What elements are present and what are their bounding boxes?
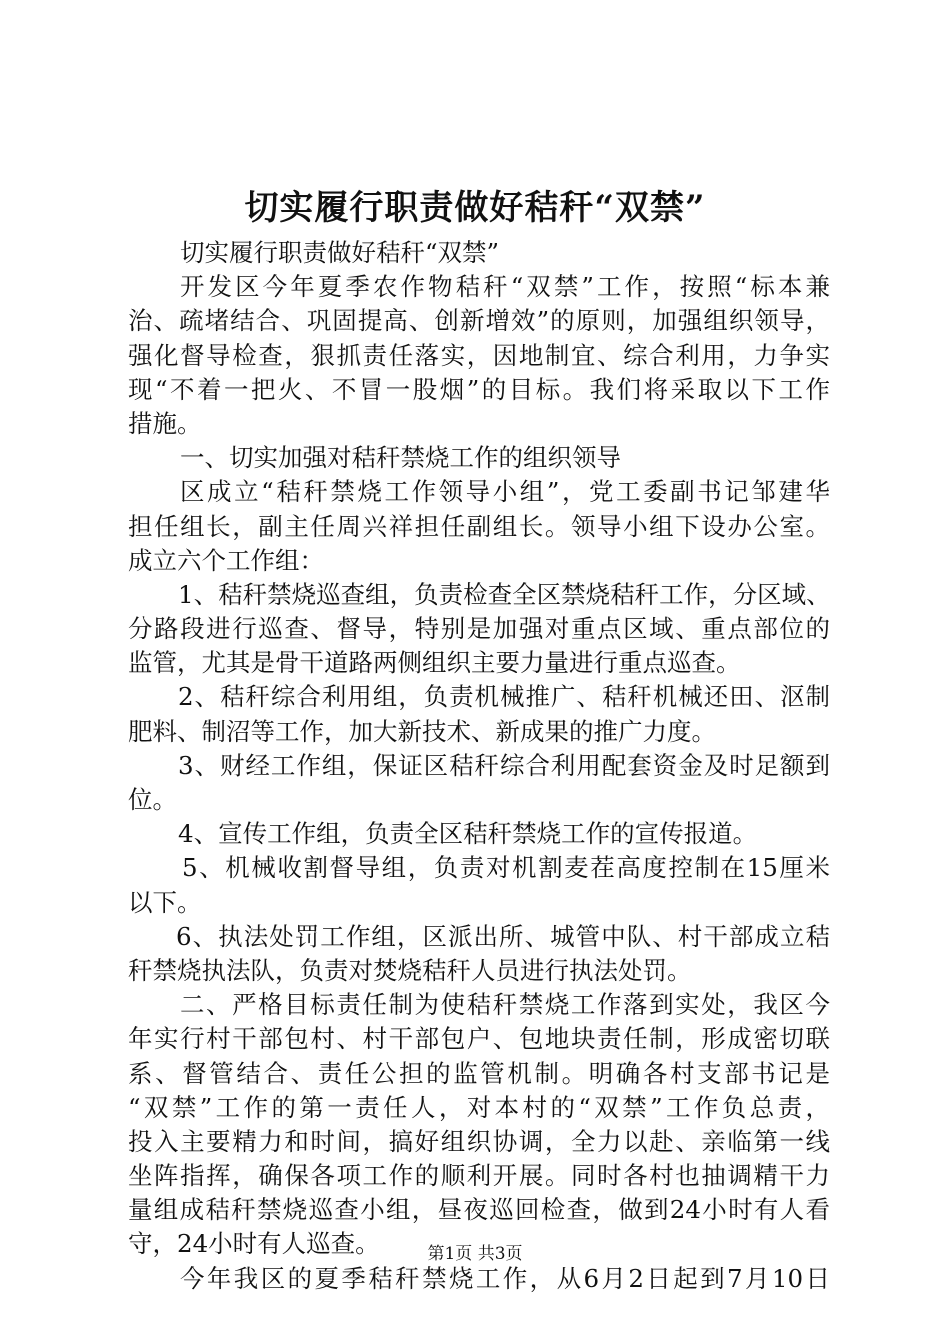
paragraph-line: 系、督管结合、责任公担的监管机制。明确各村支部书记是 (128, 1058, 830, 1088)
paragraph-line: 量组成秸秆禁烧巡查小组，昼夜巡回检查，做到24小时有人看 (128, 1195, 830, 1225)
list-item-line: 监管，尤其是骨干道路两侧组织主要力量进行重点巡查。 (128, 648, 741, 678)
document-title: 切实履行职责做好秸秆“双禁” (244, 188, 706, 228)
document-body (128, 236, 830, 1296)
paragraph-line: 区成立“秸秆禁烧工作领导小组”，党工委副书记邹建华 (180, 477, 830, 507)
paragraph-line: “双禁”工作的第一责任人，对本村的“双禁”工作负总责， (128, 1092, 830, 1122)
list-item-line: 4、宣传工作组，负责全区秸秆禁烧工作的宣传报道。 (178, 819, 758, 849)
list-item-line: 肥料、制沼等工作，加大新技术、新成果的推广力度。 (128, 716, 716, 746)
paragraph-line: 开发区今年夏季农作物秸秆“双禁”工作，按照“标本兼 (180, 272, 830, 302)
paragraph-line: 守，24小时有人巡查。 (128, 1229, 380, 1259)
paragraph-line: 治、疏堵结合、巩固提高、创新增效”的原则，加强组织领导， (128, 306, 830, 336)
list-item-line: 2、秸秆综合利用组，负责机械推广、秸秆机械还田、沤制 (178, 682, 830, 712)
list-item-line: 6、执法处罚工作组，区派出所、城管中队、村干部成立秸 (176, 921, 830, 951)
paragraph-line: 措施。 (128, 408, 202, 438)
list-item-line: 分路段进行巡查、督导，特别是加强对重点区域、重点部位的 (128, 614, 830, 644)
section-heading: 一、切实加强对秸秆禁烧工作的组织领导 (180, 443, 621, 473)
paragraph-line: 坐阵指挥，确保各项工作的顺利开展。同时各村也抽调精干力 (128, 1161, 830, 1191)
paragraph-line: 投入主要精力和时间，搞好组织协调，全力以赴、亲临第一线 (128, 1126, 830, 1156)
paragraph-line: 担任组长，副主任周兴祥担任副组长。领导小组下设办公室。 (128, 511, 830, 541)
page-footer: 第1页 共3页 (427, 1244, 523, 1264)
paragraph-line: 现“不着一把火、不冒一股烟”的目标。我们将采取以下工作 (128, 374, 830, 404)
list-item-line: 3、财经工作组，保证区秸秆综合利用配套资金及时足额到 (178, 750, 830, 780)
list-item-line: 以下。 (128, 887, 202, 917)
section-heading: 二、严格目标责任制为使秸秆禁烧工作落到实处，我区今 (180, 990, 830, 1020)
list-item-line: 1、秸秆禁烧巡查组，负责检查全区禁烧秸秆工作，分区域、 (178, 579, 831, 609)
paragraph-line: 切实履行职责做好秸秆“双禁” (180, 238, 500, 267)
list-item-line: 位。 (128, 785, 177, 814)
paragraph-line: 今年我区的夏季秸秆禁烧工作，从6月2日起到7月10日 (180, 1263, 830, 1293)
paragraph-line: 强化督导检查，狠抓责任落实，因地制宜、综合利用，力争实 (128, 340, 830, 370)
paragraph-line: 成立六个工作组： (128, 545, 324, 575)
list-item-line: 5、机械收割督导组，负责对机割麦茬高度控制在15厘米 (182, 853, 830, 883)
paragraph-line: 年实行村干部包村、村干部包户、包地块责任制，形成密切联 (128, 1024, 830, 1054)
list-item-line: 秆禁烧执法队，负责对焚烧秸秆人员进行执法处罚。 (128, 955, 692, 985)
